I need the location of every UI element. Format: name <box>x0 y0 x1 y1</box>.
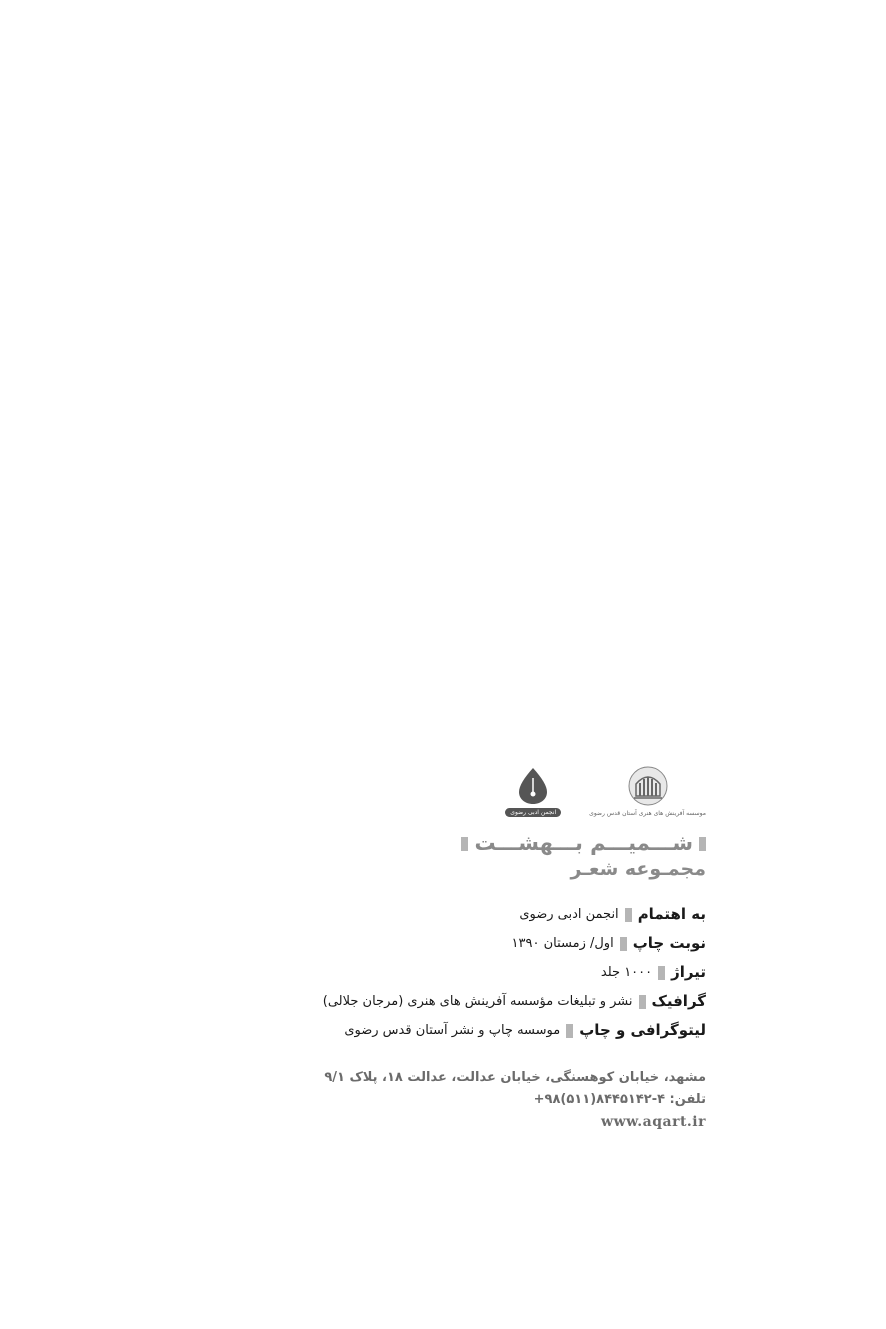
credit-row <box>286 1016 706 1045</box>
title-marker-left <box>461 837 468 851</box>
address: مشهد، خیابان کوهسنگی، خیابان عدالت، عدالت ۱۸، پلاک ۹/۱ <box>324 1070 706 1086</box>
credit-row <box>286 900 706 929</box>
credits-list <box>286 900 706 1045</box>
credit-label: به اهتمام <box>637 905 706 924</box>
colophon <box>286 755 706 1133</box>
anjoman-logo <box>505 766 561 817</box>
astan-quds-emblem-icon <box>626 764 670 808</box>
credit-separator <box>566 1024 573 1038</box>
credit-separator <box>639 995 646 1009</box>
credit-separator <box>620 937 627 951</box>
book-subtitle: مجمـوعه شعـر <box>570 858 706 881</box>
credit-label: تیراژ <box>671 963 706 982</box>
pen-nib-icon <box>516 766 550 806</box>
astan-quds-logo <box>589 764 706 817</box>
book-title <box>286 831 706 856</box>
contact-block <box>286 1067 706 1133</box>
credit-value: انجمن ادبی رضوی <box>519 907 619 923</box>
credit-row <box>286 987 706 1016</box>
credit-label: گرافیک <box>651 992 706 1011</box>
phone: تلفن: ۴-۸۴۴۵۱۴۲(۵۱۱)۹۸+ <box>533 1092 706 1108</box>
astan-logo-caption: موسسه آفرینش های هنری آستان قدس رضوی <box>589 810 706 817</box>
credit-separator <box>658 966 665 980</box>
credit-row <box>286 929 706 958</box>
book-title-text: شـــمیـــم بـــهشـــت <box>474 831 693 855</box>
website: www.aqart.ir <box>601 1114 706 1131</box>
credit-value: اول/ زمستان ۱۳۹۰ <box>511 936 614 952</box>
credit-row <box>286 958 706 987</box>
title-marker-right <box>699 837 706 851</box>
credit-label: لیتوگرافی و چاپ <box>579 1021 706 1040</box>
credit-value: نشر و تبلیغات مؤسسه آفرینش های هنری (مرجان جلالی) <box>322 994 633 1010</box>
credit-separator <box>625 908 632 922</box>
anjoman-logo-caption: انجمن ادبی رضوی <box>505 808 561 817</box>
credit-value: ۱۰۰۰ جلد <box>600 965 653 981</box>
credit-value: موسسه چاپ و نشر آستان قدس رضوی <box>344 1023 561 1039</box>
credit-label: نوبت چاپ <box>632 934 706 953</box>
logos <box>286 755 706 817</box>
